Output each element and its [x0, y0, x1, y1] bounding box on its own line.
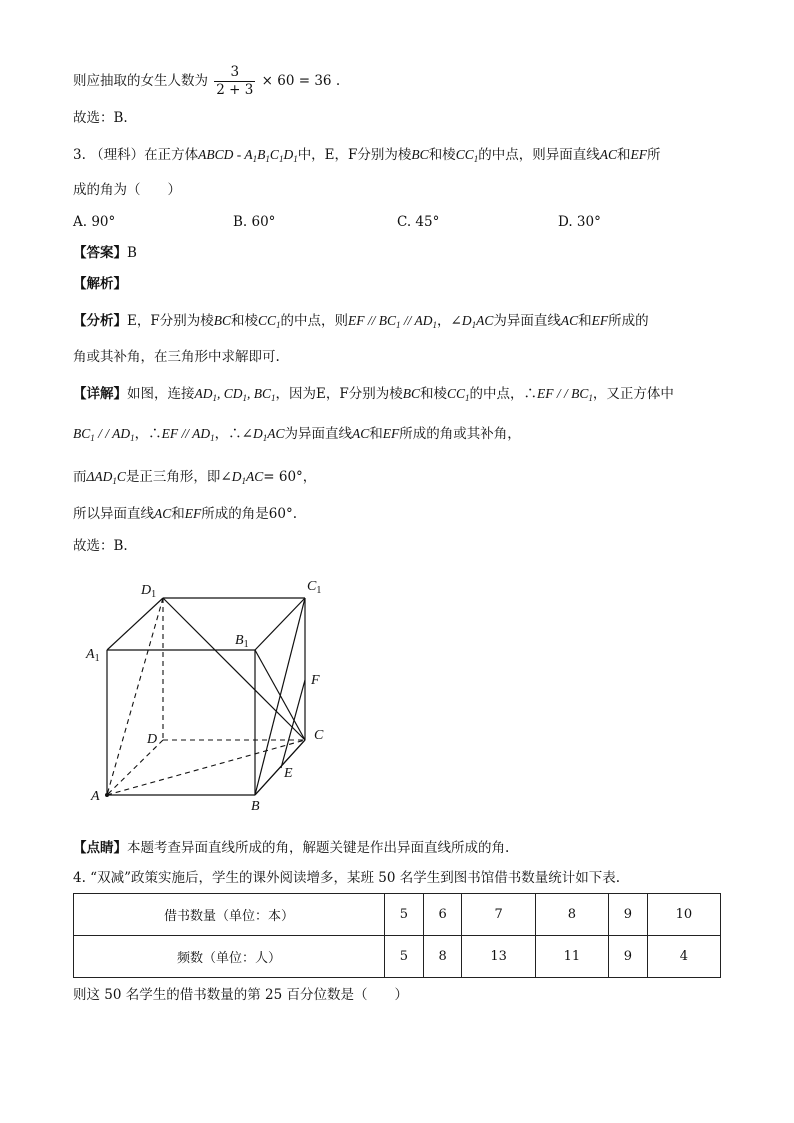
label-d: D: [147, 732, 158, 747]
label-e: E: [284, 766, 293, 781]
xiangjie-label: 【详解】: [73, 386, 127, 402]
table-row: [74, 936, 721, 978]
option-d: D. 30°: [558, 214, 601, 230]
choice-line-2: 故选：B.: [73, 538, 128, 554]
xiangjie-line2: $BC_1$ / / $AD_1$，∴EF // $AD_1$，$\therefore\angle D_1AC$为异面直线AC和EF所成的角或其补角，: [73, 426, 521, 443]
q4-question: 则这 50 名学生的借书数量的第 25 百分位数是（ ）: [73, 987, 409, 1003]
label-c: C: [314, 728, 324, 743]
xiangjie-line3: 而$\Delta AD_1C$是正三角形，即$\angle D_1AC= 60^\circ$，: [73, 469, 317, 486]
answer-value: B: [127, 245, 137, 261]
dianjing-line: 【点睛】本题考查异面直线所成的角，解题关键是作出异面直线所成的角.: [73, 840, 510, 856]
q3-text-b: 中，E，F分别为棱: [297, 147, 412, 163]
q3-and1: 和棱: [428, 147, 456, 163]
table-cell: 8: [535, 894, 608, 936]
table-cell: 5: [385, 894, 424, 936]
calc-suffix: × 60 = 36 .: [261, 73, 341, 89]
q3-cube-name: ABCD - $A_1B_1C_1D_1$: [198, 147, 298, 164]
q3-bc: BC: [411, 147, 429, 162]
table-cell: 5: [385, 936, 424, 978]
choice-line-1: 故选：B.: [73, 110, 128, 126]
cube-figure: [85, 572, 345, 817]
table-cell: 8: [423, 936, 462, 978]
fenxi-line2: 角或其补角，在三角形中求解即可.: [73, 349, 280, 365]
fraction-denominator: 2 + 3: [216, 82, 254, 98]
table-cell: 9: [608, 894, 647, 936]
label-a1: $A_1$: [86, 647, 100, 664]
fraction: [214, 64, 255, 99]
option-c: C. 45°: [397, 214, 440, 230]
fenxi-line1: 【分析】E，F分别为棱BC和棱$CC_1$的中点，则EF // $BC_1 // AD_1$，$\angle D_1AC$为异面直线AC和EF所成的: [73, 313, 649, 330]
table-row-head: 借书数量（单位：本）: [74, 894, 385, 936]
q3-ef: EF: [630, 147, 647, 162]
q3-text-a: 3. （理科）在正方体: [73, 147, 199, 163]
table-cell: 6: [423, 894, 462, 936]
borrow-table: [73, 893, 721, 978]
xiangjie-line4: 所以异面直线AC和EF所成的角是60°.: [73, 506, 297, 522]
q4-stem: 4. “双减”政策实施后，学生的课外阅读增多，某班 50 名学生到图书馆借书数量统计如下表.: [73, 870, 621, 886]
fraction-numerator: 3: [214, 64, 255, 82]
label-a: A: [91, 789, 100, 804]
option-a: A. 90°: [73, 214, 116, 230]
fenxi-label: 【分析】: [73, 313, 127, 329]
table-cell: 13: [462, 936, 535, 978]
dianjing-label: 【点睛】: [73, 840, 127, 856]
label-d1: $D_1$: [141, 583, 157, 600]
answer-line: [73, 243, 137, 263]
label-c1: $C_1$: [307, 579, 322, 596]
q3-ac: AC: [599, 147, 617, 162]
q3-text-d: 所: [646, 147, 661, 163]
point-a: [105, 793, 109, 797]
calc-prefix: 则应抽取的女生人数为: [73, 73, 208, 89]
edge-c1b1: [255, 598, 305, 650]
q3-text-c: 的中点，则异面直线: [478, 147, 600, 163]
xiangjie-line1: 【详解】如图，连接$AD_1$, $CD_1$, $BC_1$，因为E，F分别为棱BC和棱$CC_1$的中点，∴EF / / $BC_1$，又正方体中: [73, 386, 674, 403]
analysis-label: 【解析】: [73, 276, 127, 292]
answer-label: 【答案】: [73, 245, 127, 261]
calc-line: [73, 64, 340, 99]
label-b: B: [251, 799, 260, 814]
edge-a1d1: [107, 598, 163, 650]
line-d1a-hidden: [107, 598, 163, 795]
table-cell: 9: [608, 936, 647, 978]
table-cell: 4: [647, 936, 720, 978]
label-b1: $B_1$: [235, 633, 249, 650]
table-cell: 10: [647, 894, 720, 936]
line-b1c: [255, 650, 305, 740]
line-ac-hidden: [107, 740, 305, 795]
table-row-head: 频数（单位：人）: [74, 936, 385, 978]
q3-cc1: $CC_1$: [455, 147, 479, 164]
label-f: F: [311, 673, 320, 688]
q3-stem-line1: [73, 145, 660, 169]
q3-stem-line2: 成的角为（ ）: [73, 182, 181, 198]
table-cell: 7: [462, 894, 535, 936]
q3-and2: 和: [616, 147, 631, 163]
table-cell: 11: [535, 936, 608, 978]
table-row: [74, 894, 721, 936]
line-fe: [281, 680, 305, 768]
option-b: B. 60°: [233, 214, 276, 230]
line-c1b: [255, 598, 305, 795]
